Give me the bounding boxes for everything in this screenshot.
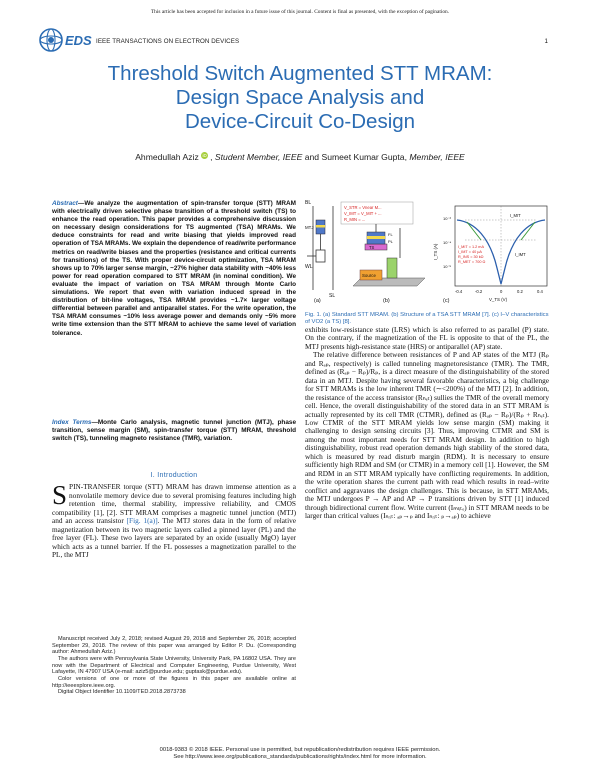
intro-text-a: torque (STT) MRAM has drawn immense attention as a nonvolatile memory device due to several promising features including high retention time, thermal stability, impressive reliability, and CMOS compatibility [1], [2]. STT MRAM comprises a magnetic tunnel junction (MTJ) and an access transistor (52, 482, 296, 526)
author-role: Member, IEEE (409, 152, 465, 162)
abstract (52, 200, 296, 338)
legend-line: I_MIT = 1.2 mA (458, 245, 484, 249)
x-axis-label: V_TS (V) (489, 297, 508, 302)
equation-line: V_STR = Vnear M... (344, 205, 382, 210)
paragraph: The relative difference between resistances of P and AP states of the MTJ (Rₚ and Rₐₚ, respectively) is called tunneling magnetoresistance (TMR). The TMR, defined as (Rₐₚ − Rₚ)/Rₚ, is a direct measure of the distinguishability of the stored data in an MTJ. Despite having several favorable characteristics, a big challenge for STT MRAMs is the low inherent TMR (∼<200%) of the MTJ [2]. In addition, the resistance of the access transistor (Rₕₑₜ) sullies the TMR of the overall memory cell. Hence, the overall distinguishability of the stored data in an STT MRAM is actually represented by its cell TMR (CTMR), defined as (Rₐₚ − Rₚ)/(Rₚ + Rₕₑₜ). Low CTMR of the STT MRAM yields low sense margin (SM) making it challenging to design sensing circuits [3]. Thus, improving CTMR and SM is among the most important needs for STT MRAM design. In addition to high distinguishability, robust read operation demands high stability of the stored data, which is measured by read disturb margin (RDM). It is necessary to ensure sufficiently high RDM and SM (or CTMR) in a memory cell [1]. However, the SM and RDM in an STT MRAM typically have conflicting requirements. In addition, the write operation shares the current path with read which results in read–write conflict and aggravates the design challenges. This is because, in STT MRAMs, the MTJ undergoes P → AP and AP → P transitions driven by STT [1] induced through bidirectional current flow. Write current (Iₘₗᵢₜₑ) in STT MRAM needs to be larger than critical values (Iₙᵣᵢₜ: ₐₚ→ₚ and Iₙᵣᵢₜ: ₚ→ₐₚ) to achieve (305, 350, 549, 520)
right-column-text (305, 326, 549, 520)
logo-text: EDS (65, 33, 92, 48)
y-axis-label: I_TS (A) (433, 243, 438, 260)
drop-cap: S (52, 480, 68, 510)
author-conjunction: and (304, 152, 320, 162)
acceptance-notice: This article has been accepted for inclusion in a future issue of this journal. Content is final as presented, with the exception of pagination. (150, 9, 450, 15)
author-line: Ahmedullah Aziz iD , Student Member, IEEE and Sumeet Kumar Gupta, Member, IEEE (135, 152, 465, 162)
panel-c-iv-curve (433, 206, 547, 304)
copyright-line: 0018-9383 © 2018 IEEE. Personal use is permitted, but republication/redistribution requires IEEE permission. (159, 747, 441, 753)
abstract-text: —We analyze the augmentation of spin-transfer torque (STT) MRAM with electrically driven selective phase transition of a threshold switch (TS) to enhance the read operation. This paper provides a comprehensive discussion on necessary design considerations for TS augmented (TSA) MRAMs. We deduce constraints for read and write biasing that yields improved read operation of TSA MRAMs. We explain the dependence of read/write performance metrics on read/write biases and the properties (resistance and critical currents for transitions) of the TS. With proper device-circuit optimization, TSA MRAM shows up to 70% larger sense margin, ~27% higher data stability with ~40% less power for read operation compared to STT MRAM (in nominal condition). We evaluate the impact of variation on TSA MRAM through Monte Carlo simulations. We report that even with variation induced spread in the distribution of bit-line voltages, TSA MRAM provides ~1.7× larger voltage differential between parallel and antiparallel states. For the write operation, the TSA MRAM consumes ~10% less average power and demands only ~5% more write time extension than the STT MRAM to achieve the same level of variation tolerance. (52, 200, 296, 337)
panel-a-standard-stt-mram (305, 200, 335, 304)
y-tick: 10⁻⁴ (443, 240, 452, 245)
paragraph: exhibits low-resistance state (LRS) which is also referred to as parallel (P) state. On the contrary, if the magnetization of the FL is opposite to that of the PL, the MTJ presents high-resistance state (HRS) or antiparallel (AP) state. (305, 325, 549, 351)
paper-title (40, 62, 560, 134)
title-line: Device-Circuit Co-Design (184, 110, 416, 133)
panel-label-a: (a) (314, 298, 321, 304)
label-ts: TS (369, 245, 375, 250)
figure-caption: Fig. 1. (a) Standard STT MRAM. (b) Structure of a TSA STT MRAM [7]. (c) I–V characteristics of VO2 (a TS) [8]. (305, 312, 549, 325)
lead-caps: PIN-TRANSFER (69, 482, 121, 491)
orcid-icon[interactable]: iD (202, 153, 207, 158)
y-tick: 10⁻³ (443, 216, 451, 221)
copyright-link[interactable]: See http://www.ieee.org/publications_standards/publications/rights/index.html for more information. (173, 754, 427, 761)
author-name: Sumeet Kumar Gupta, (321, 152, 407, 162)
index-terms (52, 419, 296, 443)
label-fl: FL (388, 232, 393, 237)
panel-label-b: (b) (383, 298, 390, 304)
author-role: Student Member, IEEE (214, 152, 303, 162)
legend-line: I_IMT = 40 μA (458, 250, 482, 254)
introduction-text (52, 480, 296, 560)
label-iimt: I_IMT (515, 252, 526, 257)
ieee-eds-logo (38, 24, 92, 56)
panel-b-tsa-structure (341, 202, 425, 304)
title-line: Design Space Analysis and (175, 86, 425, 109)
index-terms-label: Index Terms (52, 419, 92, 426)
label-wl: WL (305, 264, 313, 270)
footnotes (52, 636, 296, 696)
label-mtj: MTJ (305, 225, 314, 230)
equation-line: R_MIN = ... (344, 217, 366, 222)
label-sl: SL (329, 293, 336, 299)
footnote: Color versions of one or more of the figures in this paper are available online at http://ieeexplore.ieee.org. (52, 675, 296, 689)
label-imit: I_MIT (510, 213, 521, 218)
title-line: Threshold Switch Augmented STT MRAM: (107, 62, 493, 85)
section-heading: I. Introduction (150, 472, 198, 479)
page-number: 1 (544, 38, 548, 45)
footnote: The authors were with Pennsylvania State University, University Park, PA 16802 USA. They are now with the Department of Electrical and Computer Engineering, Purdue University, West Lafayette, IN 47907 USA (e-mail: aziz5@purdue.edu; guptask@purdue.edu). (52, 655, 296, 676)
y-tick: 10⁻⁵ (443, 264, 452, 269)
panel-label-c: (c) (443, 298, 450, 304)
abstract-label: Abstract (52, 200, 78, 207)
footnote: Digital Object Identifier 10.1109/TED.2018.2873738 (58, 689, 186, 696)
label-pl: PL (388, 239, 393, 244)
x-tick: -0.4 (455, 289, 463, 294)
label-source: Source (362, 273, 376, 278)
figure-reference-link[interactable]: [Fig. 1(a)] (126, 516, 158, 526)
access-transistor (316, 250, 325, 262)
equation-line: V_IMT = V_MIT + ... (344, 211, 382, 216)
footnote: Manuscript received July 2, 2018; revised August 29, 2018 and September 26, 2018; accepted September 29, 2018. The review of this paper was arranged by Editor P. Du. (Corresponding author: Ahmedullah Aziz.) (52, 636, 296, 656)
author-name: Ahmedullah Aziz (135, 152, 199, 162)
intro-text-b: . The MTJ stores data in the form of relative magnetization between its two magnetic layers called a pinned layer (PL) and the free layer (FL). These two layers are separated by an oxide (usually MgO) layer which acts as a tunnel barrier. If the FL possesses a magnetization parallel to the PL, the MTJ (52, 516, 296, 560)
copyright-notice (40, 747, 560, 761)
x-tick: 0.2 (517, 289, 523, 294)
index-terms-text: —Monte Carlo analysis, magnetic tunnel junction (MTJ), phase transition, sense margin (SM), spin-transfer torque (STT) MRAM, threshold switch (TS), tunneling magneto resistance (TMR), variation. (52, 419, 296, 443)
label-bl: BL (305, 200, 312, 206)
x-tick: 0.4 (537, 289, 543, 294)
journal-name: IEEE TRANSACTIONS ON ELECTRON DEVICES (96, 38, 240, 45)
legend-line: R_INS = 30 kΩ (458, 255, 484, 259)
x-tick: 0 (500, 289, 503, 294)
legend-line: R_MET = 700 Ω (458, 260, 486, 264)
x-tick: -0.2 (475, 289, 483, 294)
figure-1 (305, 198, 551, 308)
